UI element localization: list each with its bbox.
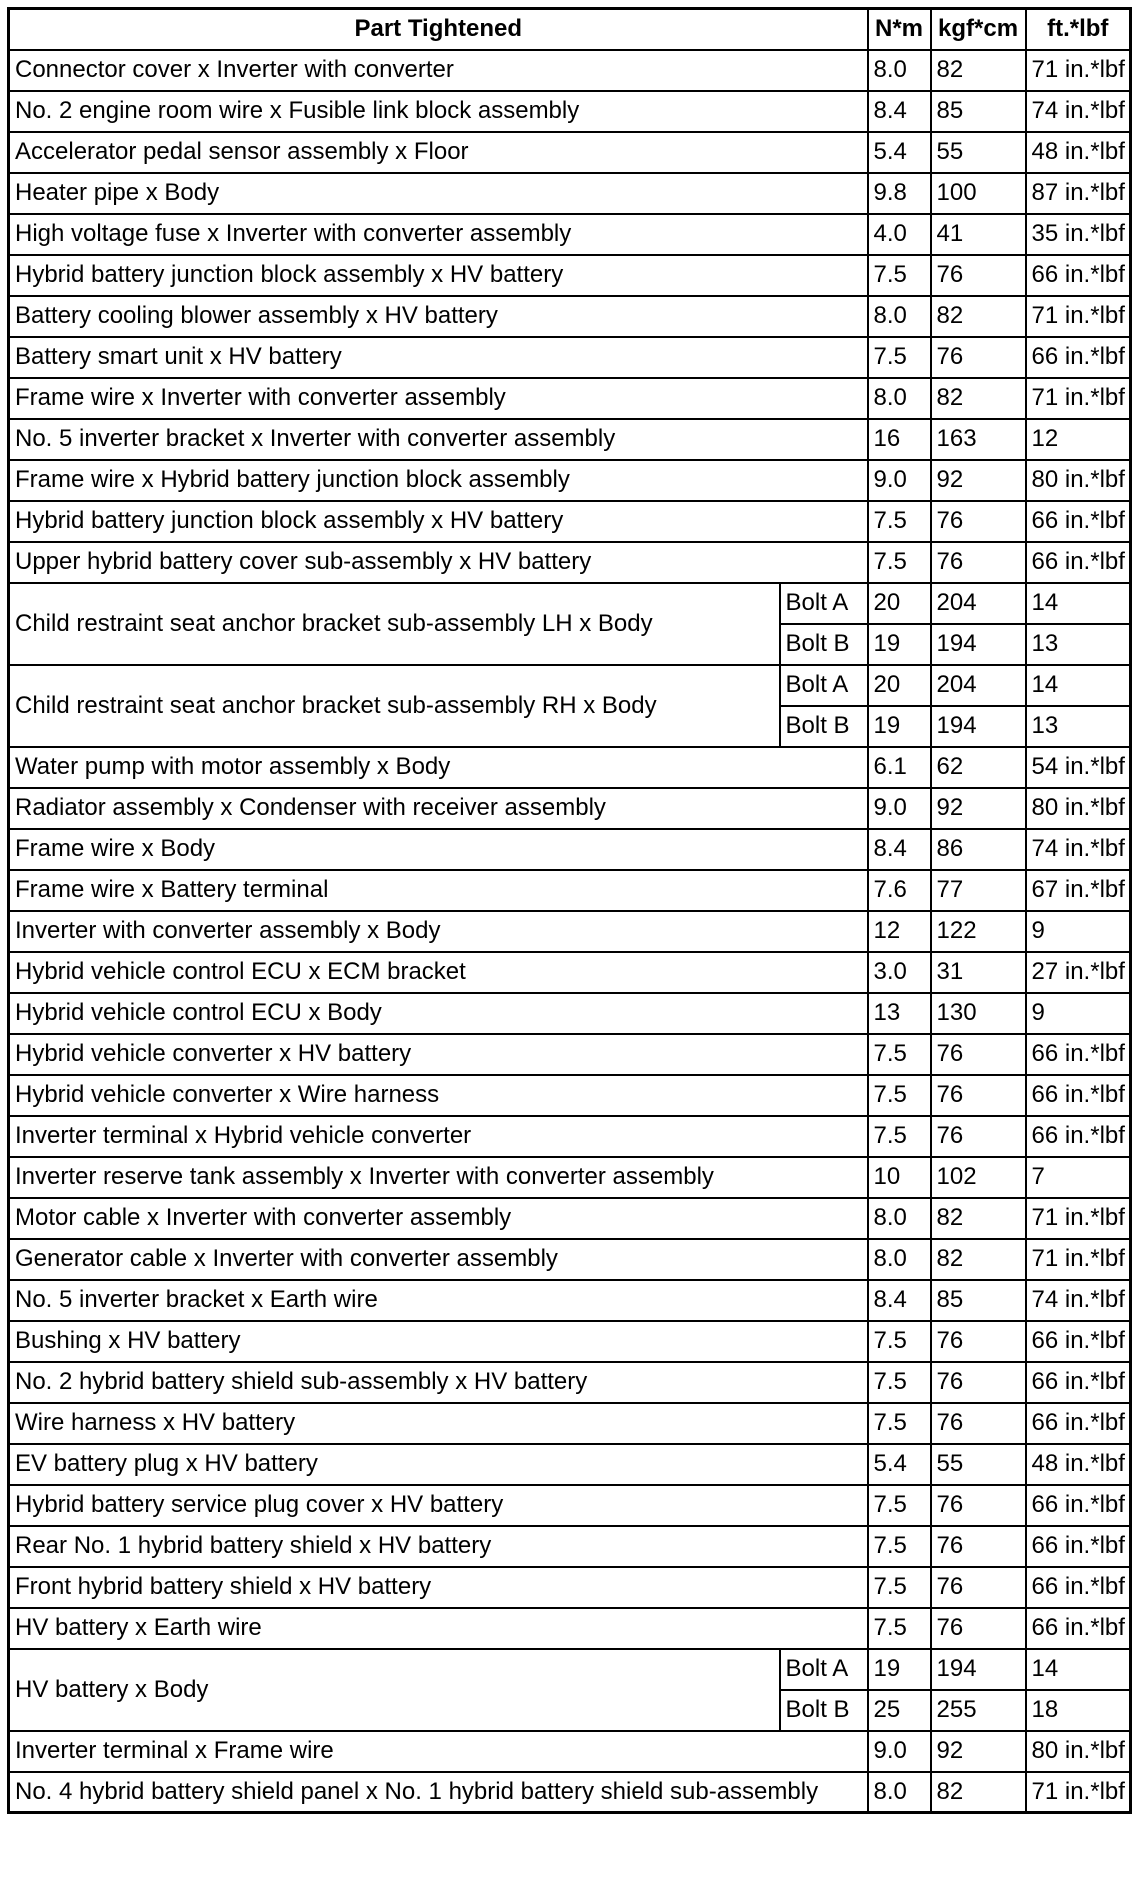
part-tightened-cell: Inverter reserve tank assembly x Inverter with converter assembly <box>9 1157 868 1198</box>
torque-nm-cell: 8.4 <box>868 91 931 132</box>
bolt-label-cell: Bolt B <box>780 1690 868 1731</box>
torque-ft-lbf-cell: 48 in.*lbf <box>1026 132 1131 173</box>
torque-nm-cell: 16 <box>868 419 931 460</box>
torque-nm-cell: 8.0 <box>868 1198 931 1239</box>
bolt-label-cell: Bolt A <box>780 665 868 706</box>
part-tightened-cell: Hybrid battery junction block assembly x HV battery <box>9 501 868 542</box>
torque-ft-lbf-cell: 18 <box>1026 1690 1131 1731</box>
part-tightened-cell: Inverter terminal x Frame wire <box>9 1731 868 1772</box>
torque-nm-cell: 19 <box>868 624 931 665</box>
torque-nm-cell: 20 <box>868 665 931 706</box>
torque-nm-cell: 7.5 <box>868 1403 931 1444</box>
part-tightened-cell: HV battery x Earth wire <box>9 1608 868 1649</box>
torque-nm-cell: 5.4 <box>868 1444 931 1485</box>
torque-nm-cell: 9.8 <box>868 173 931 214</box>
table-row <box>9 1526 1131 1567</box>
torque-kgf-cm-cell: 92 <box>931 460 1026 501</box>
torque-nm-cell: 3.0 <box>868 952 931 993</box>
part-tightened-cell: Battery cooling blower assembly x HV battery <box>9 296 868 337</box>
torque-nm-cell: 10 <box>868 1157 931 1198</box>
torque-ft-lbf-cell: 48 in.*lbf <box>1026 1444 1131 1485</box>
torque-kgf-cm-cell: 92 <box>931 788 1026 829</box>
torque-ft-lbf-cell: 87 in.*lbf <box>1026 173 1131 214</box>
table-header-row <box>9 9 1131 50</box>
header-kgf-cm: kgf*cm <box>931 9 1026 50</box>
table-row <box>9 1116 1131 1157</box>
table-row <box>9 788 1131 829</box>
torque-nm-cell: 19 <box>868 1649 931 1690</box>
torque-kgf-cm-cell: 100 <box>931 173 1026 214</box>
torque-specification-table <box>7 7 1132 1814</box>
part-tightened-cell: Front hybrid battery shield x HV battery <box>9 1567 868 1608</box>
torque-ft-lbf-cell: 71 in.*lbf <box>1026 1198 1131 1239</box>
part-tightened-cell: Upper hybrid battery cover sub-assembly x HV battery <box>9 542 868 583</box>
table-row <box>9 1280 1131 1321</box>
torque-kgf-cm-cell: 255 <box>931 1690 1026 1731</box>
table-row <box>9 1608 1131 1649</box>
torque-ft-lbf-cell: 71 in.*lbf <box>1026 1239 1131 1280</box>
table-row <box>9 1362 1131 1403</box>
torque-kgf-cm-cell: 55 <box>931 1444 1026 1485</box>
torque-ft-lbf-cell: 80 in.*lbf <box>1026 1731 1131 1772</box>
table-row <box>9 993 1131 1034</box>
torque-ft-lbf-cell: 74 in.*lbf <box>1026 91 1131 132</box>
torque-ft-lbf-cell: 74 in.*lbf <box>1026 829 1131 870</box>
table-row <box>9 296 1131 337</box>
torque-kgf-cm-cell: 82 <box>931 1772 1026 1813</box>
table-row <box>9 952 1131 993</box>
part-tightened-cell: Hybrid vehicle converter x HV battery <box>9 1034 868 1075</box>
part-tightened-cell: No. 5 inverter bracket x Earth wire <box>9 1280 868 1321</box>
table-row <box>9 501 1131 542</box>
part-tightened-cell: Frame wire x Battery terminal <box>9 870 868 911</box>
torque-nm-cell: 13 <box>868 993 931 1034</box>
torque-nm-cell: 4.0 <box>868 214 931 255</box>
part-tightened-cell: Water pump with motor assembly x Body <box>9 747 868 788</box>
torque-kgf-cm-cell: 92 <box>931 1731 1026 1772</box>
torque-ft-lbf-cell: 12 <box>1026 419 1131 460</box>
table-row <box>9 1485 1131 1526</box>
torque-kgf-cm-cell: 76 <box>931 1116 1026 1157</box>
torque-nm-cell: 7.5 <box>868 1608 931 1649</box>
torque-nm-cell: 8.0 <box>868 1239 931 1280</box>
torque-ft-lbf-cell: 71 in.*lbf <box>1026 378 1131 419</box>
table-row <box>9 1198 1131 1239</box>
torque-nm-cell: 8.4 <box>868 829 931 870</box>
table-row <box>9 337 1131 378</box>
torque-ft-lbf-cell: 14 <box>1026 665 1131 706</box>
torque-kgf-cm-cell: 102 <box>931 1157 1026 1198</box>
part-tightened-cell: Battery smart unit x HV battery <box>9 337 868 378</box>
torque-kgf-cm-cell: 76 <box>931 1608 1026 1649</box>
table-row <box>9 583 1131 624</box>
torque-ft-lbf-cell: 9 <box>1026 911 1131 952</box>
torque-nm-cell: 25 <box>868 1690 931 1731</box>
torque-kgf-cm-cell: 82 <box>931 296 1026 337</box>
part-tightened-cell: Generator cable x Inverter with converter assembly <box>9 1239 868 1280</box>
torque-nm-cell: 7.5 <box>868 255 931 296</box>
table-row <box>9 1731 1131 1772</box>
torque-ft-lbf-cell: 66 in.*lbf <box>1026 255 1131 296</box>
torque-kgf-cm-cell: 204 <box>931 665 1026 706</box>
header-nm: N*m <box>868 9 931 50</box>
torque-nm-cell: 9.0 <box>868 1731 931 1772</box>
table-row <box>9 419 1131 460</box>
torque-kgf-cm-cell: 76 <box>931 1526 1026 1567</box>
part-tightened-cell: No. 2 hybrid battery shield sub-assembly x HV battery <box>9 1362 868 1403</box>
torque-kgf-cm-cell: 82 <box>931 1239 1026 1280</box>
torque-kgf-cm-cell: 82 <box>931 1198 1026 1239</box>
torque-ft-lbf-cell: 14 <box>1026 583 1131 624</box>
torque-ft-lbf-cell: 13 <box>1026 706 1131 747</box>
torque-nm-cell: 8.0 <box>868 50 931 91</box>
torque-nm-cell: 9.0 <box>868 460 931 501</box>
table-row <box>9 1772 1131 1813</box>
torque-kgf-cm-cell: 62 <box>931 747 1026 788</box>
torque-ft-lbf-cell: 13 <box>1026 624 1131 665</box>
torque-kgf-cm-cell: 85 <box>931 91 1026 132</box>
table-row <box>9 50 1131 91</box>
torque-nm-cell: 7.6 <box>868 870 931 911</box>
part-tightened-cell: Hybrid vehicle control ECU x ECM bracket <box>9 952 868 993</box>
torque-kgf-cm-cell: 194 <box>931 624 1026 665</box>
torque-kgf-cm-cell: 85 <box>931 1280 1026 1321</box>
torque-ft-lbf-cell: 71 in.*lbf <box>1026 1772 1131 1813</box>
torque-ft-lbf-cell: 66 in.*lbf <box>1026 1403 1131 1444</box>
table-row <box>9 1321 1131 1362</box>
torque-nm-cell: 7.5 <box>868 501 931 542</box>
part-tightened-cell: Child restraint seat anchor bracket sub-assembly LH x Body <box>9 583 780 665</box>
torque-nm-cell: 7.5 <box>868 1321 931 1362</box>
part-tightened-cell: Hybrid vehicle control ECU x Body <box>9 993 868 1034</box>
part-tightened-cell: No. 5 inverter bracket x Inverter with converter assembly <box>9 419 868 460</box>
table-row <box>9 91 1131 132</box>
torque-ft-lbf-cell: 66 in.*lbf <box>1026 1362 1131 1403</box>
torque-ft-lbf-cell: 80 in.*lbf <box>1026 460 1131 501</box>
table-row <box>9 214 1131 255</box>
torque-kgf-cm-cell: 76 <box>931 337 1026 378</box>
torque-kgf-cm-cell: 55 <box>931 132 1026 173</box>
table-row <box>9 665 1131 706</box>
torque-ft-lbf-cell: 66 in.*lbf <box>1026 1485 1131 1526</box>
torque-ft-lbf-cell: 66 in.*lbf <box>1026 1116 1131 1157</box>
table-row <box>9 1444 1131 1485</box>
torque-ft-lbf-cell: 66 in.*lbf <box>1026 501 1131 542</box>
torque-ft-lbf-cell: 66 in.*lbf <box>1026 542 1131 583</box>
torque-nm-cell: 7.5 <box>868 542 931 583</box>
torque-kgf-cm-cell: 41 <box>931 214 1026 255</box>
torque-nm-cell: 19 <box>868 706 931 747</box>
torque-ft-lbf-cell: 66 in.*lbf <box>1026 337 1131 378</box>
torque-kgf-cm-cell: 76 <box>931 1567 1026 1608</box>
torque-nm-cell: 7.5 <box>868 1485 931 1526</box>
torque-kgf-cm-cell: 194 <box>931 706 1026 747</box>
torque-kgf-cm-cell: 204 <box>931 583 1026 624</box>
torque-nm-cell: 8.4 <box>868 1280 931 1321</box>
torque-nm-cell: 7.5 <box>868 1116 931 1157</box>
torque-kgf-cm-cell: 76 <box>931 501 1026 542</box>
torque-ft-lbf-cell: 71 in.*lbf <box>1026 50 1131 91</box>
header-part-tightened: Part Tightened <box>9 9 868 50</box>
part-tightened-cell: HV battery x Body <box>9 1649 780 1731</box>
part-tightened-cell: Connector cover x Inverter with converter <box>9 50 868 91</box>
torque-nm-cell: 7.5 <box>868 1075 931 1116</box>
torque-ft-lbf-cell: 80 in.*lbf <box>1026 788 1131 829</box>
bolt-label-cell: Bolt B <box>780 624 868 665</box>
part-tightened-cell: High voltage fuse x Inverter with converter assembly <box>9 214 868 255</box>
torque-ft-lbf-cell: 9 <box>1026 993 1131 1034</box>
part-tightened-cell: Frame wire x Body <box>9 829 868 870</box>
part-tightened-cell: Rear No. 1 hybrid battery shield x HV battery <box>9 1526 868 1567</box>
torque-ft-lbf-cell: 66 in.*lbf <box>1026 1075 1131 1116</box>
part-tightened-cell: Child restraint seat anchor bracket sub-assembly RH x Body <box>9 665 780 747</box>
torque-kgf-cm-cell: 31 <box>931 952 1026 993</box>
part-tightened-cell: No. 4 hybrid battery shield panel x No. 1 hybrid battery shield sub-assembly <box>9 1772 868 1813</box>
torque-ft-lbf-cell: 66 in.*lbf <box>1026 1034 1131 1075</box>
torque-ft-lbf-cell: 14 <box>1026 1649 1131 1690</box>
part-tightened-cell: Hybrid vehicle converter x Wire harness <box>9 1075 868 1116</box>
torque-kgf-cm-cell: 163 <box>931 419 1026 460</box>
table-row <box>9 1239 1131 1280</box>
torque-nm-cell: 8.0 <box>868 296 931 337</box>
torque-ft-lbf-cell: 54 in.*lbf <box>1026 747 1131 788</box>
bolt-label-cell: Bolt B <box>780 706 868 747</box>
torque-nm-cell: 6.1 <box>868 747 931 788</box>
torque-kgf-cm-cell: 76 <box>931 1362 1026 1403</box>
torque-nm-cell: 8.0 <box>868 378 931 419</box>
part-tightened-cell: Radiator assembly x Condenser with receiver assembly <box>9 788 868 829</box>
part-tightened-cell: Hybrid battery junction block assembly x HV battery <box>9 255 868 296</box>
torque-nm-cell: 7.5 <box>868 1362 931 1403</box>
table-row <box>9 1567 1131 1608</box>
table-row <box>9 542 1131 583</box>
torque-nm-cell: 7.5 <box>868 1567 931 1608</box>
table-row <box>9 1649 1131 1690</box>
torque-ft-lbf-cell: 66 in.*lbf <box>1026 1321 1131 1362</box>
torque-ft-lbf-cell: 7 <box>1026 1157 1131 1198</box>
torque-kgf-cm-cell: 76 <box>931 1075 1026 1116</box>
torque-ft-lbf-cell: 66 in.*lbf <box>1026 1567 1131 1608</box>
table-body <box>9 50 1131 1813</box>
table-row <box>9 1403 1131 1444</box>
table-row <box>9 747 1131 788</box>
torque-nm-cell: 12 <box>868 911 931 952</box>
torque-ft-lbf-cell: 66 in.*lbf <box>1026 1526 1131 1567</box>
table-row <box>9 870 1131 911</box>
torque-nm-cell: 5.4 <box>868 132 931 173</box>
torque-kgf-cm-cell: 122 <box>931 911 1026 952</box>
torque-ft-lbf-cell: 67 in.*lbf <box>1026 870 1131 911</box>
table-row <box>9 1075 1131 1116</box>
torque-nm-cell: 8.0 <box>868 1772 931 1813</box>
table-row <box>9 378 1131 419</box>
part-tightened-cell: Inverter terminal x Hybrid vehicle converter <box>9 1116 868 1157</box>
bolt-label-cell: Bolt A <box>780 1649 868 1690</box>
table-row <box>9 1157 1131 1198</box>
bolt-label-cell: Bolt A <box>780 583 868 624</box>
table-row <box>9 173 1131 214</box>
torque-nm-cell: 20 <box>868 583 931 624</box>
torque-nm-cell: 7.5 <box>868 1526 931 1567</box>
torque-nm-cell: 9.0 <box>868 788 931 829</box>
part-tightened-cell: EV battery plug x HV battery <box>9 1444 868 1485</box>
part-tightened-cell: Hybrid battery service plug cover x HV battery <box>9 1485 868 1526</box>
table-row <box>9 1034 1131 1075</box>
torque-nm-cell: 7.5 <box>868 1034 931 1075</box>
part-tightened-cell: Heater pipe x Body <box>9 173 868 214</box>
part-tightened-cell: Motor cable x Inverter with converter assembly <box>9 1198 868 1239</box>
torque-kgf-cm-cell: 82 <box>931 50 1026 91</box>
part-tightened-cell: Frame wire x Hybrid battery junction block assembly <box>9 460 868 501</box>
torque-kgf-cm-cell: 76 <box>931 1485 1026 1526</box>
torque-ft-lbf-cell: 27 in.*lbf <box>1026 952 1131 993</box>
torque-kgf-cm-cell: 76 <box>931 542 1026 583</box>
table-row <box>9 255 1131 296</box>
table-row <box>9 460 1131 501</box>
header-ft-lbf: ft.*lbf <box>1026 9 1131 50</box>
torque-ft-lbf-cell: 66 in.*lbf <box>1026 1608 1131 1649</box>
torque-ft-lbf-cell: 35 in.*lbf <box>1026 214 1131 255</box>
part-tightened-cell: No. 2 engine room wire x Fusible link block assembly <box>9 91 868 132</box>
torque-kgf-cm-cell: 76 <box>931 1403 1026 1444</box>
torque-kgf-cm-cell: 76 <box>931 255 1026 296</box>
table-row <box>9 829 1131 870</box>
torque-kgf-cm-cell: 130 <box>931 993 1026 1034</box>
torque-nm-cell: 7.5 <box>868 337 931 378</box>
table-row <box>9 132 1131 173</box>
torque-kgf-cm-cell: 194 <box>931 1649 1026 1690</box>
part-tightened-cell: Inverter with converter assembly x Body <box>9 911 868 952</box>
part-tightened-cell: Wire harness x HV battery <box>9 1403 868 1444</box>
torque-ft-lbf-cell: 71 in.*lbf <box>1026 296 1131 337</box>
torque-kgf-cm-cell: 77 <box>931 870 1026 911</box>
part-tightened-cell: Accelerator pedal sensor assembly x Floor <box>9 132 868 173</box>
torque-kgf-cm-cell: 86 <box>931 829 1026 870</box>
table-row <box>9 911 1131 952</box>
torque-kgf-cm-cell: 82 <box>931 378 1026 419</box>
part-tightened-cell: Frame wire x Inverter with converter assembly <box>9 378 868 419</box>
torque-kgf-cm-cell: 76 <box>931 1034 1026 1075</box>
torque-ft-lbf-cell: 74 in.*lbf <box>1026 1280 1131 1321</box>
part-tightened-cell: Bushing x HV battery <box>9 1321 868 1362</box>
torque-kgf-cm-cell: 76 <box>931 1321 1026 1362</box>
